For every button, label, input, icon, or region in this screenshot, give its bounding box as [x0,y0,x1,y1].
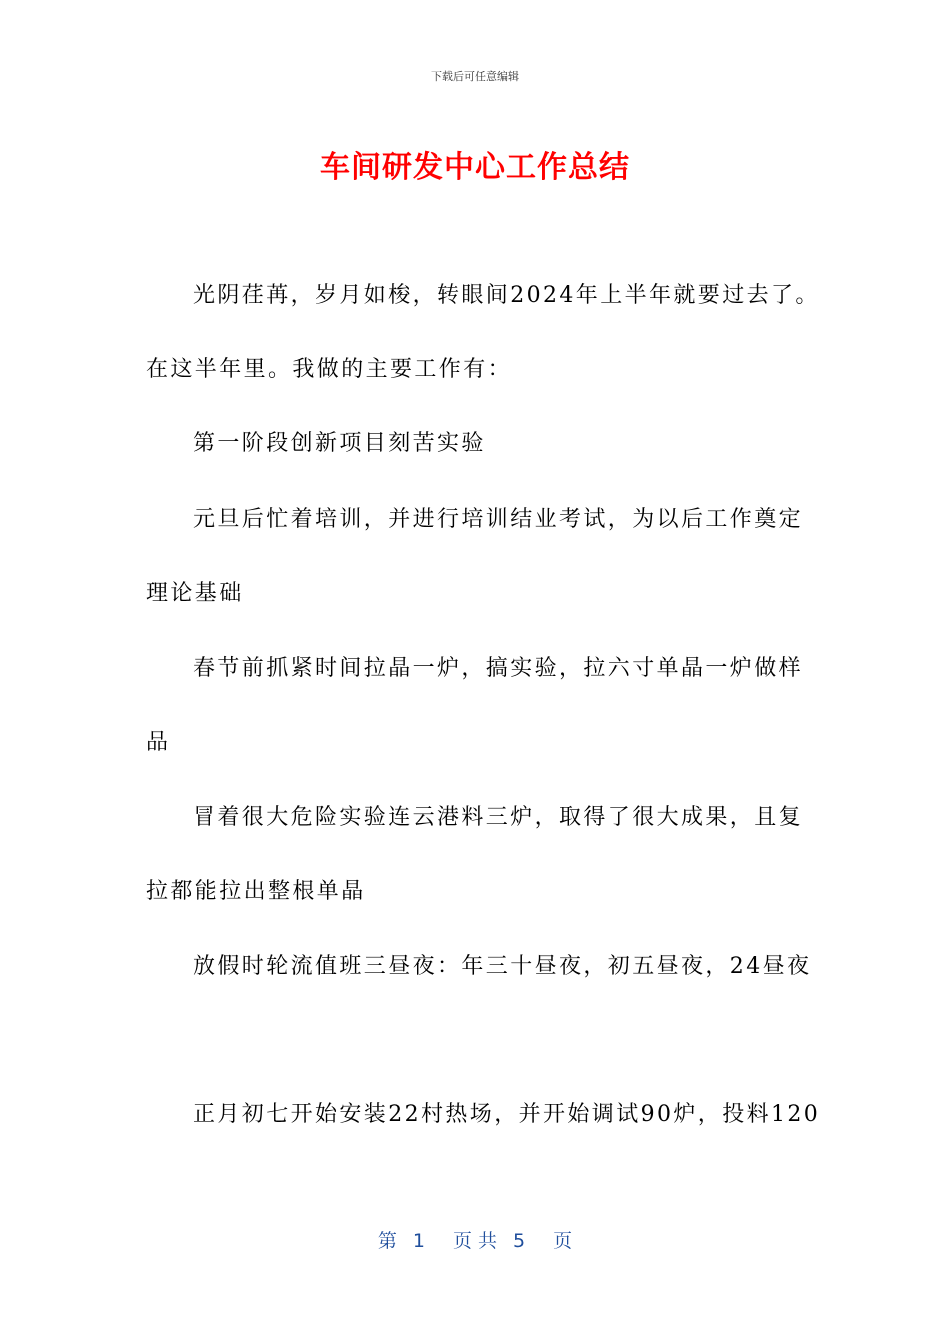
paragraph-line: 元旦后忙着培训，并进行培训结业考试，为以后工作奠定 [193,507,804,532]
document-title: 车间研发中心工作总结 [320,150,630,185]
footer-middle: 页 共 [452,1230,498,1252]
page-footer [0,1226,950,1253]
paragraph-line: 品 [146,730,171,755]
paragraph-line: 春节前抓紧时间拉晶一炉，搞实验，拉六寸单晶一炉做样 [193,656,804,681]
paragraph-line: 正月初七开始安装22村热场，并开始调试90炉，投料120 [193,1102,821,1127]
paragraph-line: 放假时轮流值班三昼夜：年三十昼夜，初五昼夜，24昼夜 [193,954,812,979]
footer-suffix: 页 [553,1230,573,1252]
paragraph-line: 拉都能拉出整根单晶 [146,879,366,904]
current-page-number: 1 [412,1230,425,1252]
header-note: 下载后可任意编辑 [431,70,519,83]
total-pages-number: 5 [513,1230,526,1252]
paragraph-line: 在这半年里。我做的主要工作有： [146,357,513,382]
footer-prefix: 第 [377,1230,397,1252]
paragraph-line: 第一阶段创新项目刻苦实验 [193,431,486,456]
paragraph-line: 理论基础 [146,581,244,606]
paragraph-line: 光阴荏苒，岁月如梭，转眼间2024年上半年就要过去了。 [193,283,820,308]
paragraph-line: 冒着很大危险实验连云港料三炉，取得了很大成果，且复 [193,805,804,830]
